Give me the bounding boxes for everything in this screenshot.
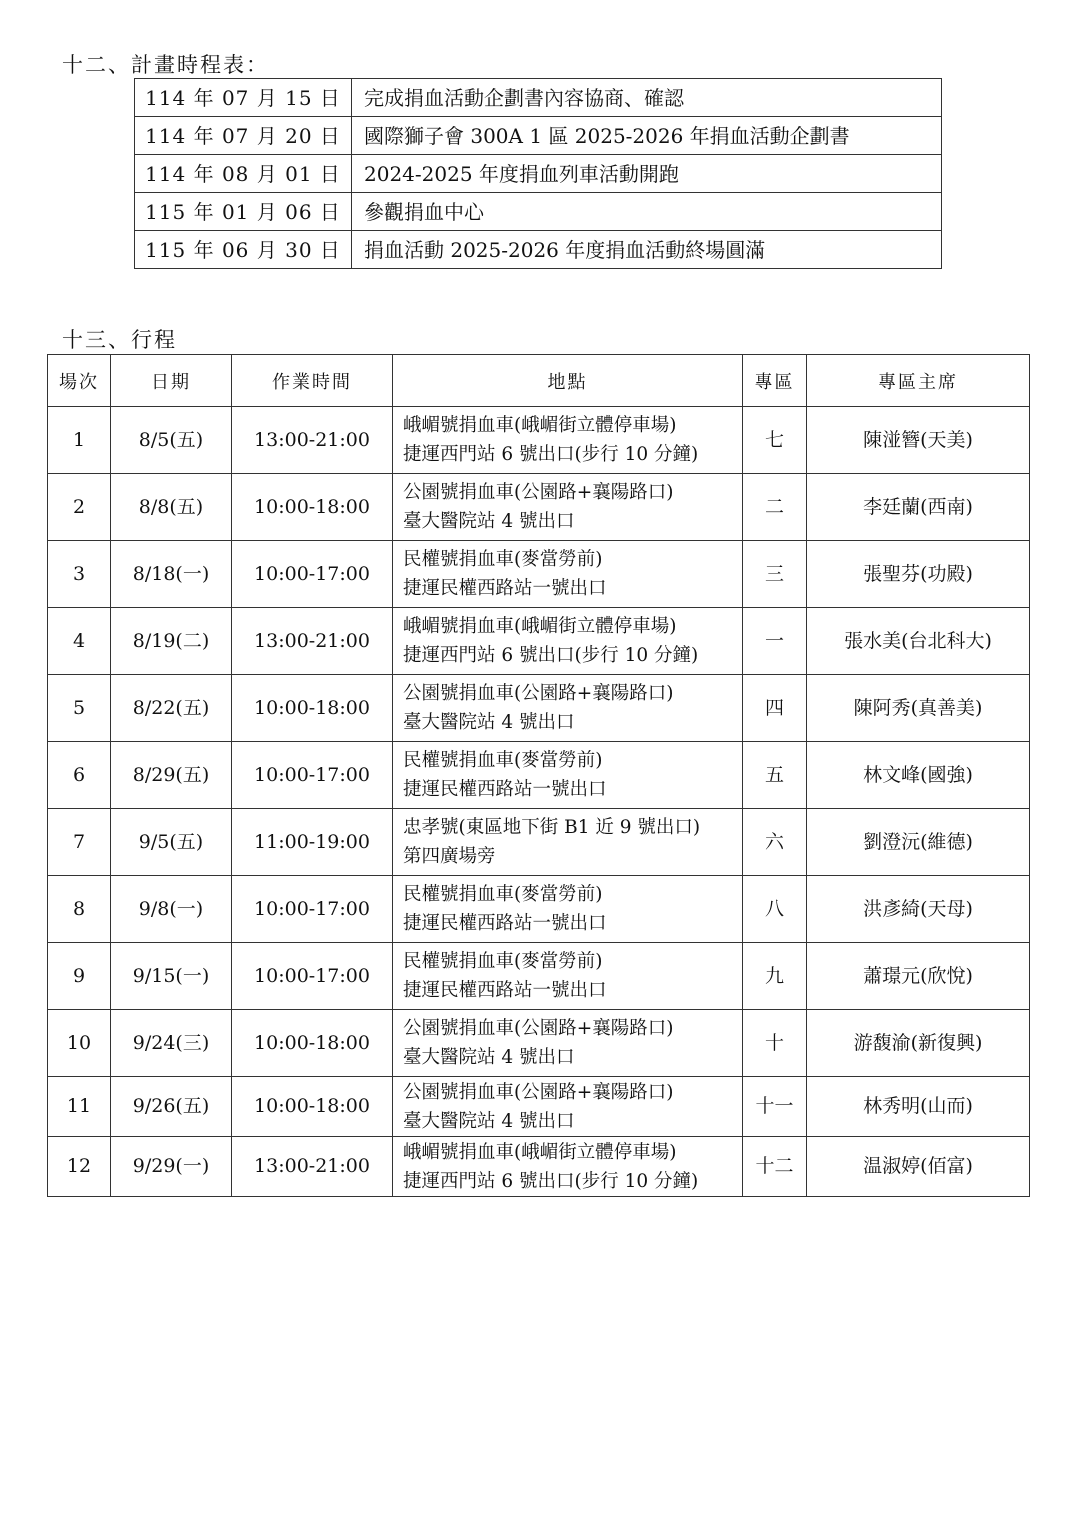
session-location xyxy=(393,809,743,876)
schedule-row xyxy=(135,231,942,269)
itinerary-table xyxy=(47,354,1030,1197)
schedule-date: 114 年 07 月 15 日 xyxy=(135,79,352,117)
session-zone: 七 xyxy=(743,407,807,474)
session-date: 9/8(一) xyxy=(111,876,232,943)
session-time: 10:00-17:00 xyxy=(232,742,393,809)
session-location xyxy=(393,474,743,541)
session-location xyxy=(393,1010,743,1077)
location-line-1: 公園號捐血車(公園路+襄陽路口) xyxy=(403,482,674,503)
session-time: 13:00-21:00 xyxy=(232,1137,393,1197)
session-location xyxy=(393,675,743,742)
section-13-heading: 十三、行程 xyxy=(62,328,177,352)
session-date: 8/18(一) xyxy=(111,541,232,608)
header-time: 作業時間 xyxy=(232,355,393,407)
session-number: 3 xyxy=(48,541,111,608)
session-date: 8/29(五) xyxy=(111,742,232,809)
session-chair: 林秀明(山而) xyxy=(807,1077,1030,1137)
location-line-1: 公園號捐血車(公園路+襄陽路口) xyxy=(403,1081,674,1103)
location-line-2: 第四廣場旁 xyxy=(403,846,496,867)
location-line-1: 峨嵋號捐血車(峨嵋街立體停車場) xyxy=(403,616,677,637)
location-line-1: 峨嵋號捐血車(峨嵋街立體停車場) xyxy=(403,1141,677,1163)
itinerary-row xyxy=(48,541,1030,608)
itinerary-row xyxy=(48,675,1030,742)
session-date: 9/5(五) xyxy=(111,809,232,876)
location-line-2: 捷運西門站 6 號出口(步行 10 分鐘) xyxy=(403,444,699,465)
session-number: 2 xyxy=(48,474,111,541)
location-line-2: 捷運民權西路站一號出口 xyxy=(403,578,607,599)
location-line-2: 捷運民權西路站一號出口 xyxy=(403,980,607,1001)
schedule-row xyxy=(135,193,942,231)
session-number: 6 xyxy=(48,742,111,809)
session-location xyxy=(393,541,743,608)
session-chair: 陳湴簪(天美) xyxy=(807,407,1030,474)
session-number: 9 xyxy=(48,943,111,1010)
session-location xyxy=(393,608,743,675)
session-number: 10 xyxy=(48,1010,111,1077)
header-session: 場次 xyxy=(48,355,111,407)
session-date: 9/24(三) xyxy=(111,1010,232,1077)
schedule-date: 115 年 01 月 06 日 xyxy=(135,193,352,231)
session-zone: 九 xyxy=(743,943,807,1010)
schedule-row xyxy=(135,117,942,155)
session-location xyxy=(393,1077,743,1137)
itinerary-row xyxy=(48,1137,1030,1197)
session-chair: 温淑婷(佰富) xyxy=(807,1137,1030,1197)
location-line-1: 民權號捐血車(麥當勞前) xyxy=(403,549,603,570)
session-location xyxy=(393,1137,743,1197)
location-line-1: 忠孝號(東區地下街 B1 近 9 號出口) xyxy=(403,817,701,838)
itinerary-row xyxy=(48,943,1030,1010)
itinerary-header-row xyxy=(48,355,1030,407)
session-zone: 六 xyxy=(743,809,807,876)
session-date: 8/19(二) xyxy=(111,608,232,675)
location-line-2: 臺大醫院站 4 號出口 xyxy=(403,712,575,733)
session-location xyxy=(393,407,743,474)
location-line-1: 民權號捐血車(麥當勞前) xyxy=(403,951,603,972)
session-zone: 八 xyxy=(743,876,807,943)
itinerary-row xyxy=(48,876,1030,943)
session-time: 10:00-17:00 xyxy=(232,943,393,1010)
section-12-heading: 十二、計畫時程表： xyxy=(62,53,269,77)
session-location xyxy=(393,943,743,1010)
session-location xyxy=(393,876,743,943)
location-line-2: 捷運民權西路站一號出口 xyxy=(403,913,607,934)
session-time: 13:00-21:00 xyxy=(232,608,393,675)
itinerary-row xyxy=(48,407,1030,474)
session-time: 10:00-18:00 xyxy=(232,1010,393,1077)
schedule-description: 國際獅子會 300A 1 區 2025-2026 年捐血活動企劃書 xyxy=(352,117,942,155)
itinerary-row xyxy=(48,809,1030,876)
session-time: 10:00-18:00 xyxy=(232,675,393,742)
session-chair: 洪彥綺(天母) xyxy=(807,876,1030,943)
location-line-1: 公園號捐血車(公園路+襄陽路口) xyxy=(403,1018,674,1039)
session-time: 13:00-21:00 xyxy=(232,407,393,474)
session-chair: 陳阿秀(真善美) xyxy=(807,675,1030,742)
session-time: 10:00-18:00 xyxy=(232,474,393,541)
session-date: 9/15(一) xyxy=(111,943,232,1010)
schedule-date: 114 年 07 月 20 日 xyxy=(135,117,352,155)
session-number: 4 xyxy=(48,608,111,675)
session-zone: 十 xyxy=(743,1010,807,1077)
header-chair: 專區主席 xyxy=(807,355,1030,407)
itinerary-row xyxy=(48,742,1030,809)
session-time: 10:00-17:00 xyxy=(232,876,393,943)
location-line-1: 民權號捐血車(麥當勞前) xyxy=(403,750,603,771)
session-time: 10:00-18:00 xyxy=(232,1077,393,1137)
session-zone: 一 xyxy=(743,608,807,675)
session-chair: 李廷蘭(西南) xyxy=(807,474,1030,541)
schedule-description: 2024-2025 年度捐血列車活動開跑 xyxy=(352,155,942,193)
location-line-2: 臺大醫院站 4 號出口 xyxy=(403,1110,575,1132)
session-chair: 林文峰(國強) xyxy=(807,742,1030,809)
schedule-date: 114 年 08 月 01 日 xyxy=(135,155,352,193)
session-chair: 張水美(台北科大) xyxy=(807,608,1030,675)
header-location: 地點 xyxy=(393,355,743,407)
session-date: 8/5(五) xyxy=(111,407,232,474)
location-line-2: 捷運西門站 6 號出口(步行 10 分鐘) xyxy=(403,1170,699,1192)
location-line-2: 臺大醫院站 4 號出口 xyxy=(403,511,575,532)
location-line-2: 捷運民權西路站一號出口 xyxy=(403,779,607,800)
session-chair: 游馥渝(新復興) xyxy=(807,1010,1030,1077)
session-number: 12 xyxy=(48,1137,111,1197)
session-number: 7 xyxy=(48,809,111,876)
session-chair: 蕭璟元(欣悅) xyxy=(807,943,1030,1010)
schedule-row xyxy=(135,155,942,193)
session-zone: 二 xyxy=(743,474,807,541)
session-date: 8/22(五) xyxy=(111,675,232,742)
session-date: 8/8(五) xyxy=(111,474,232,541)
session-location xyxy=(393,742,743,809)
schedule-table xyxy=(134,78,942,269)
session-zone: 十二 xyxy=(743,1137,807,1197)
session-zone: 十一 xyxy=(743,1077,807,1137)
schedule-description: 參觀捐血中心 xyxy=(352,193,942,231)
schedule-description: 捐血活動 2025-2026 年度捐血活動終場圓滿 xyxy=(352,231,942,269)
itinerary-row xyxy=(48,1077,1030,1137)
location-line-1: 公園號捐血車(公園路+襄陽路口) xyxy=(403,683,674,704)
location-line-1: 峨嵋號捐血車(峨嵋街立體停車場) xyxy=(403,415,677,436)
session-zone: 五 xyxy=(743,742,807,809)
session-zone: 三 xyxy=(743,541,807,608)
session-date: 9/26(五) xyxy=(111,1077,232,1137)
schedule-date: 115 年 06 月 30 日 xyxy=(135,231,352,269)
schedule-description: 完成捐血活動企劃書內容協商、確認 xyxy=(352,79,942,117)
session-number: 5 xyxy=(48,675,111,742)
session-number: 1 xyxy=(48,407,111,474)
itinerary-row xyxy=(48,608,1030,675)
session-zone: 四 xyxy=(743,675,807,742)
session-time: 10:00-17:00 xyxy=(232,541,393,608)
itinerary-row xyxy=(48,1010,1030,1077)
itinerary-row xyxy=(48,474,1030,541)
location-line-2: 捷運西門站 6 號出口(步行 10 分鐘) xyxy=(403,645,699,666)
session-date: 9/29(一) xyxy=(111,1137,232,1197)
location-line-1: 民權號捐血車(麥當勞前) xyxy=(403,884,603,905)
session-chair: 張聖芬(功殿) xyxy=(807,541,1030,608)
header-zone: 專區 xyxy=(743,355,807,407)
session-number: 11 xyxy=(48,1077,111,1137)
location-line-2: 臺大醫院站 4 號出口 xyxy=(403,1047,575,1068)
schedule-row xyxy=(135,79,942,117)
header-date: 日期 xyxy=(111,355,232,407)
session-chair: 劉澄沅(維德) xyxy=(807,809,1030,876)
session-time: 11:00-19:00 xyxy=(232,809,393,876)
session-number: 8 xyxy=(48,876,111,943)
